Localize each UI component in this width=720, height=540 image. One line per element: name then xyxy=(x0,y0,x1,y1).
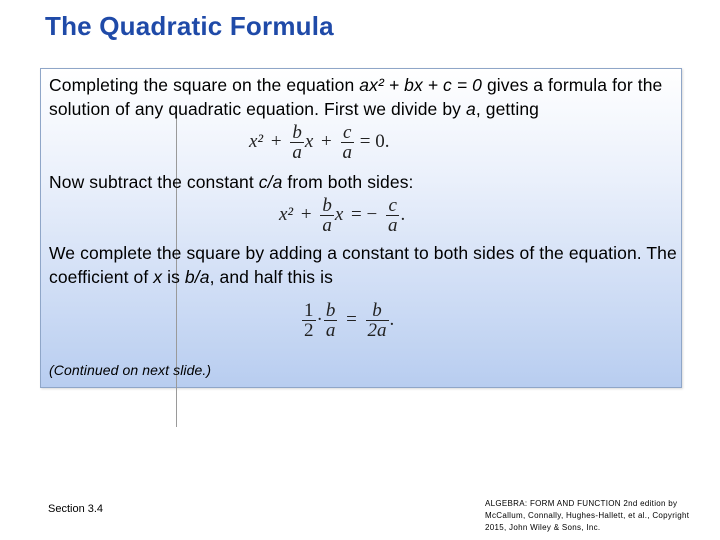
para3-text-a: We complete the square by adding a constant to both sides of the equation. The coefficient of xyxy=(49,243,677,287)
eq2-num: b xyxy=(322,195,332,216)
eq2-num2: c xyxy=(386,196,400,216)
para3-b-over-a: b/a xyxy=(184,267,210,287)
eq2-fraction-c-a xyxy=(386,196,400,235)
eq1-den2: a xyxy=(342,142,353,163)
equation-half-coefficient xyxy=(301,301,394,340)
eq3-fraction-b-2a xyxy=(366,301,389,340)
eq1-den: a xyxy=(292,142,302,163)
para3-text-c: , and half this is xyxy=(209,267,333,287)
footer-section: Section 3.4 xyxy=(48,503,104,515)
para2-var: c/a xyxy=(258,172,283,192)
footer-credit: ALGEBRA: FORM AND FUNCTION 2nd edition by McCallum, Connally, Hughes-Hallett, et al., Copyright 2015, John Wiley & Sons, Inc. xyxy=(485,499,690,532)
eq3-den1: 2 xyxy=(304,320,314,341)
eq2-equals-minus: = − xyxy=(351,203,378,225)
eq3-num2: b xyxy=(325,300,336,321)
equation-divide-by-a xyxy=(249,123,389,162)
continued-note: (Continued on next slide.) xyxy=(49,362,212,378)
eq2-x: x xyxy=(334,203,344,225)
eq2-x-squared: x² xyxy=(279,203,294,225)
content-box xyxy=(40,68,682,388)
eq1-plus-2: + xyxy=(321,130,332,152)
eq2-end: . xyxy=(400,203,406,225)
eq3-dot: · xyxy=(316,308,323,330)
eq3-num1: 1 xyxy=(304,300,314,321)
eq2-den: a xyxy=(322,215,332,236)
para1-text-c: , getting xyxy=(475,99,539,119)
eq3-fraction-half xyxy=(302,301,316,340)
eq1-fraction-b-a xyxy=(290,123,304,162)
eq2-den2: a xyxy=(387,215,398,236)
eq1-plus: + xyxy=(270,130,282,152)
para3-text-b: is xyxy=(162,267,185,287)
eq3-equals: = xyxy=(346,308,357,330)
eq3-end: . xyxy=(389,308,395,330)
eq1-num2: c xyxy=(341,123,355,143)
eq2-plus: + xyxy=(300,203,312,225)
eq1-rhs: = 0. xyxy=(359,130,390,152)
para3-x: x xyxy=(153,267,163,287)
para1-var: a xyxy=(465,99,476,119)
equation-subtract-constant xyxy=(279,196,405,235)
paragraph-2 xyxy=(49,170,414,194)
eq1-fraction-c-a xyxy=(341,123,355,162)
para1-text-a: Completing the square on the equation xyxy=(49,75,360,95)
eq3-num3: b xyxy=(366,301,389,321)
paragraph-1 xyxy=(49,73,679,121)
slide-title: The Quadratic Formula xyxy=(45,11,334,41)
para1-text-b: gives a formula for the solution of any quadratic equation. First we divide by xyxy=(49,75,663,119)
para2-text-b: from both sides: xyxy=(282,172,414,192)
eq1-x-squared: x² xyxy=(249,130,264,152)
eq3-fraction-b-a xyxy=(324,301,338,340)
eq1-num: b xyxy=(292,122,302,143)
eq1-x: x xyxy=(304,130,314,152)
eq3-den2: a xyxy=(325,320,336,341)
eq3-den3: 2a xyxy=(367,320,387,341)
paragraph-3 xyxy=(49,241,679,289)
eq2-fraction-b-a xyxy=(320,196,334,235)
para1-equation: ax² + bx + c = 0 xyxy=(359,75,482,95)
para2-text-a: Now subtract the constant xyxy=(49,172,259,192)
